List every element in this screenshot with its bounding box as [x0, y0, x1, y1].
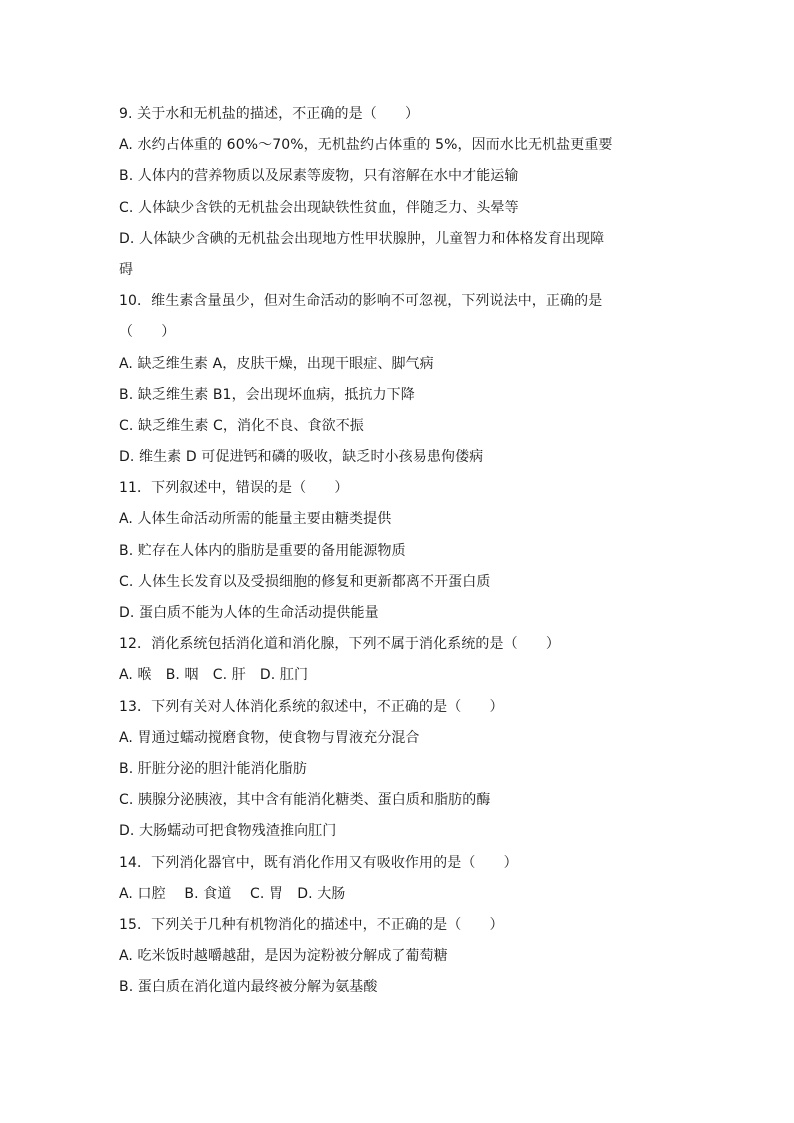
question-9-stem: 9. 关于水和无机盐的描述，不正确的是（ ） [119, 106, 420, 122]
question-10-stem: 10．维生素含量虽少，但对生命活动的影响不可忽视，下列说法中，正确的是 [119, 293, 603, 310]
question-11-option-a: A. 人体生命活动所需的能量主要由糖类提供 [119, 511, 392, 528]
question-10-option-c: C. 缺乏维生素 C，消化不良、食欲不振 [119, 417, 364, 434]
question-text-block [119, 99, 689, 1003]
question-10-option-d: D. 维生素 D 可促进钙和磷的吸收，缺乏时小孩易患佝偻病 [119, 449, 484, 466]
question-9-option-d: D. 人体缺少含碘的无机盐会出现地方性甲状腺肿，儿童智力和体格发育出现障 [119, 230, 605, 247]
question-13-option-c: C. 胰腺分泌胰液，其中含有能消化糖类、蛋白质和脂肪的酶 [119, 792, 491, 809]
question-9-option-b: B. 人体内的营养物质以及尿素等废物，只有溶解在水中才能运输 [119, 168, 519, 185]
question-13-option-b: B. 肝脏分泌的胆汁能消化脂肪 [119, 760, 308, 777]
question-12-stem: 12．消化系统包括消化道和消化腺，下列不属于消化系统的是（ ） [119, 636, 561, 653]
question-12-options: A. 喉 B. 咽 C. 肝 D. 肛门 [119, 667, 309, 684]
question-11-option-d: D. 蛋白质不能为人体的生命活动提供能量 [119, 605, 379, 621]
question-11-option-c: C. 人体生长发育以及受损细胞的修复和更新都离不开蛋白质 [119, 573, 491, 590]
question-10-option-a: A. 缺乏维生素 A，皮肤干燥，出现干眼症、脚气病 [119, 355, 434, 372]
question-9-option-a: A. 水约占体重的 60%～70%，无机盐约占体重的 5%，因而水比无机盐更重要 [119, 137, 613, 154]
question-14-stem: 14．下列消化器官中，既有消化作用又有吸收作用的是（ ） [119, 854, 518, 871]
question-13-option-d: D. 大肠蠕动可把食物残渣推向肛门 [119, 823, 337, 840]
question-15-option-a: A. 吃米饭时越嚼越甜，是因为淀粉被分解成了葡萄糖 [119, 948, 448, 965]
question-15-stem: 15．下列关于几种有机物消化的描述中，不正确的是（ ） [119, 916, 504, 933]
question-11-stem: 11．下列叙述中，错误的是（ ） [119, 480, 349, 497]
question-10-option-b: B. 缺乏维生素 B1，会出现坏血病，抵抗力下降 [119, 386, 415, 403]
question-9-option-d-continued: 碍 [119, 261, 134, 278]
question-10-stem-continued: （ ） [119, 324, 176, 341]
question-13-option-a: A. 胃通过蠕动搅磨食物，使食物与胃液充分混合 [119, 729, 420, 746]
question-15-option-b: B. 蛋白质在消化道内最终被分解为氨基酸 [119, 979, 378, 996]
question-11-option-b: B. 贮存在人体内的脂肪是重要的备用能源物质 [119, 542, 406, 559]
question-13-stem: 13．下列有关对人体消化系统的叙述中，不正确的是（ ） [119, 698, 504, 715]
question-14-options: A. 口腔 B. 食道 C. 胃 D. 大肠 [119, 885, 346, 902]
question-9-option-c: C. 人体缺少含铁的无机盐会出现缺铁性贫血，伴随乏力、头晕等 [119, 199, 519, 216]
